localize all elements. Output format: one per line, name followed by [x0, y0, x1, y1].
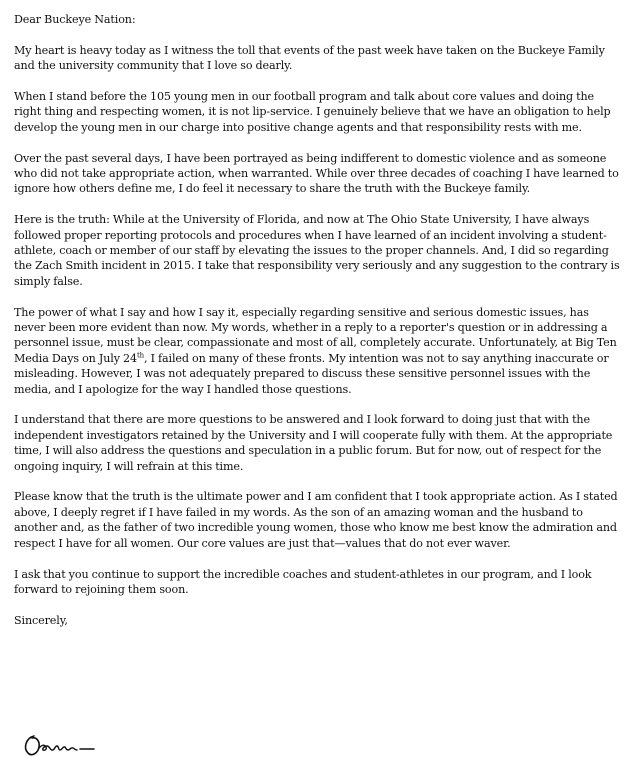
- letter-body: [14, 12, 622, 644]
- ordinal-suffix: th: [136, 351, 145, 360]
- paragraph-6: I understand that there are more questions to be answered and I look forward to doing just that with the independent investigators retained by the University and I will cooperate fully with them. At the appropriate time, I will also address the questions and speculation in a public forum. But for now, out of respect for the ongoing inquiry, I will refrain at this time.: [14, 413, 613, 473]
- paragraph-3: Over the past several days, I have been portrayed as being indifferent to domestic violence and as someone who did not take appropriate action, when warranted. While over three decades of coaching I have learned to ignore how others define me, I do feel it necessary to share the truth with the Buckeye family.: [14, 151, 619, 196]
- paragraph-4: Here is the truth: While at the University of Florida, and now at The Ohio State University, I have always followed proper reporting protocols and procedures when I have learned of an incident involving a student-athlete, coach or member of our staff by elevating the issues to the proper channels. And, I did so regarding the Zach Smith incident in 2015. I take that responsibility very seriously and any suggestion to the contrary is simply false.: [14, 213, 620, 288]
- salutation: Dear Buckeye Nation:: [14, 13, 136, 26]
- handwritten-signature-icon: [20, 726, 120, 762]
- paragraph-2: When I stand before the 105 young men in our football program and talk about core values and doing the right thing and respecting women, it is not lip-service. I genuinely believe that we have an obligation to help develop the young men in our charge into positive change agents and that responsibility rests with me.: [14, 90, 611, 134]
- paragraph-5: [14, 305, 622, 397]
- paragraph-5-text-a: The power of what I say and how I say it, especially regarding sensitive and serious domestic issues, has never been more evident than now. My words, whether in a reply to a reporter's question or in addressing a personnel issue, must be clear, compassionate and most of all, completely accurate. Unfortunately, at Big Ten Media Days on July 24: [14, 305, 617, 365]
- paragraph-8: I ask that you continue to support the incredible coaches and student-athletes in our program, and I look forward to rejoining them soon.: [14, 567, 592, 596]
- closing: Sincerely,: [14, 613, 68, 627]
- paragraph-1: My heart is heavy today as I witness the toll that events of the past week have taken on the Buckeye Family and the university community that I love so dearly.: [14, 43, 605, 73]
- paragraph-5-text-b: , I failed on many of these fronts. My intention was not to say anything inaccurate or misleading. However, I was not adequately prepared to discuss these sensitive personnel issues with the media, and I apologize for the way I handled those questions.: [14, 351, 609, 396]
- paragraph-7: Please know that the truth is the ultimate power and I am confident that I took appropriate action. As I stated above, I deeply regret if I have failed in my words. As the son of an amazing woman and the husband to another and, as the father of two incredible young women, those who know me best know the admiration and respect I have for all women. Our core values are just that—values that do not ever waver.: [14, 490, 618, 550]
